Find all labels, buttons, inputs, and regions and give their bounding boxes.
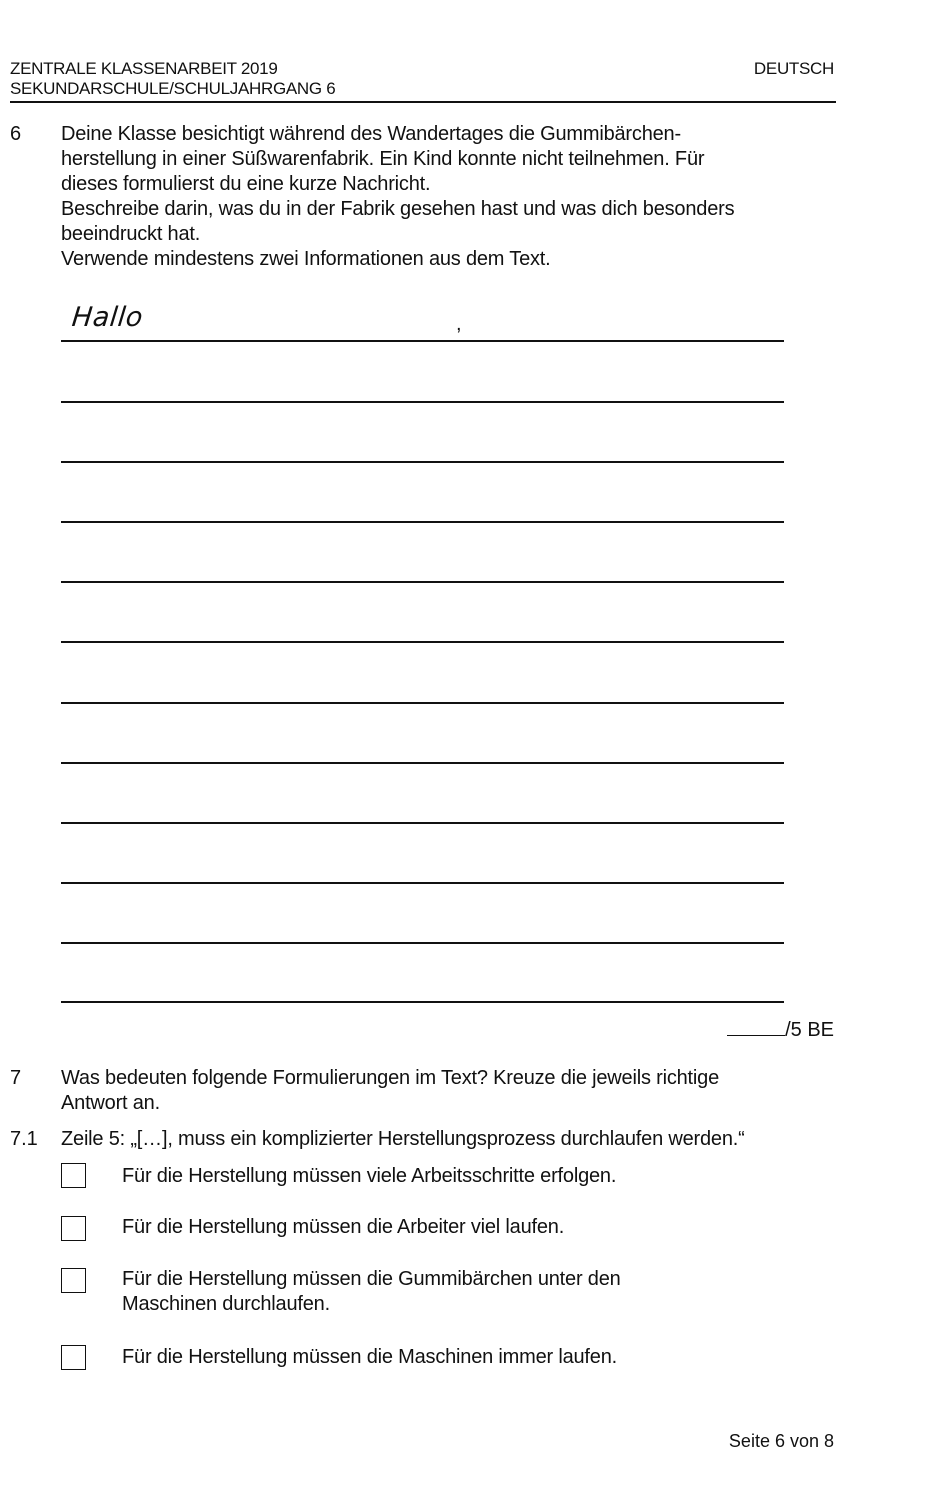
task-6-number: 6 [10,123,22,145]
header-subtitle: SEKUNDARSCHULE/SCHULJAHRGANG 6 [10,79,336,98]
option-3-checkbox[interactable] [61,1268,86,1293]
task-7-line: Was bedeuten folgende Formulierungen im Text? Kreuze die jeweils richtige [61,1067,719,1089]
option-2-line: Für die Herstellung müssen die Arbeiter viel laufen. [122,1216,565,1238]
option-1-text [122,1164,616,1189]
task-6-line: dieses formulierst du eine kurze Nachricht. [61,173,431,195]
task-7-line: Antwort an. [61,1092,160,1114]
writing-line[interactable] [61,702,784,704]
greeting-handwritten: Hallo [70,302,145,333]
score-max: /5 BE [785,1019,834,1041]
option-2-text [122,1215,564,1240]
header-rule [10,101,836,103]
writing-line[interactable] [61,581,784,583]
writing-line[interactable] [61,1001,784,1003]
header-subject: DEUTSCH [753,59,834,78]
page-number: Seite 6 von 8 [728,1431,834,1451]
task-7-1-number: 7.1 [10,1128,38,1150]
greeting-comma: , [456,313,462,335]
task-7-1-prompt: Zeile 5: „[…], muss ein komplizierter Herstellungsprozess durchlaufen werden.“ [61,1128,745,1150]
writing-line[interactable] [61,641,784,643]
task-6-score [727,1017,834,1043]
option-2-checkbox[interactable] [61,1216,86,1241]
task-6-instructions [61,122,734,272]
header-title: ZENTRALE KLASSENARBEIT 2019 [10,59,278,78]
writing-line[interactable] [61,822,784,824]
score-blank[interactable] [727,1017,785,1036]
option-3-line: Maschinen durchlaufen. [122,1293,330,1315]
option-4-text [122,1345,617,1370]
writing-line[interactable] [61,762,784,764]
writing-line[interactable] [61,521,784,523]
option-3-line: Für die Herstellung müssen die Gummibärchen unter den [122,1268,621,1290]
writing-line[interactable] [61,882,784,884]
task-7-instructions [61,1066,719,1116]
option-1-checkbox[interactable] [61,1163,86,1188]
task-6-line: Deine Klasse besichtigt während des Wandertages die Gummibärchen- [61,123,681,145]
option-4-checkbox[interactable] [61,1345,86,1370]
option-4-line: Für die Herstellung müssen die Maschinen immer laufen. [122,1346,617,1368]
task-6-line: beeindruckt hat. [61,223,201,245]
writing-line[interactable] [61,401,784,403]
writing-line[interactable] [61,461,784,463]
task-7-number: 7 [10,1067,22,1089]
task-6-line: Verwende mindestens zwei Informationen aus dem Text. [61,248,551,270]
option-1-line: Für die Herstellung müssen viele Arbeitsschritte erfolgen. [122,1165,617,1187]
writing-line[interactable] [61,340,784,342]
task-6-line: herstellung in einer Süßwarenfabrik. Ein Kind konnte nicht teilnehmen. Für [61,148,705,170]
option-3-text [122,1267,621,1317]
task-6-line: Beschreibe darin, was du in der Fabrik gesehen hast und was dich besonders [61,198,735,220]
writing-line[interactable] [61,942,784,944]
